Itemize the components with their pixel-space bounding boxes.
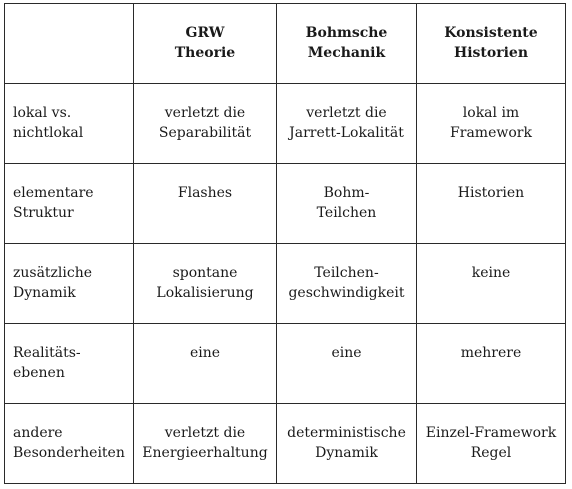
table-cell xyxy=(134,324,277,404)
cell-line: Separabilität xyxy=(158,125,252,141)
table-cell xyxy=(417,324,566,404)
row-label xyxy=(5,84,134,164)
cell-line: mehrere xyxy=(460,345,522,361)
header-line: Theorie xyxy=(174,45,236,61)
header-row xyxy=(5,4,566,84)
table-cell xyxy=(417,244,566,324)
table-row xyxy=(5,404,566,484)
cell-line: verletzt die xyxy=(306,105,387,121)
table-cell xyxy=(134,164,277,244)
table-cell xyxy=(277,244,417,324)
row-label-line: Struktur xyxy=(13,205,74,221)
row-label xyxy=(5,324,134,404)
cell-line: Teilchen xyxy=(316,205,377,221)
cell-line: eine xyxy=(331,345,362,361)
cell-line: spontane xyxy=(172,265,238,281)
table-cell xyxy=(134,84,277,164)
header-cell-grw xyxy=(134,4,277,84)
cell-line: lokal im xyxy=(462,105,520,121)
table-cell xyxy=(417,404,566,484)
table-row xyxy=(5,164,566,244)
row-label-line: lokal vs. xyxy=(13,105,72,121)
cell-line: Jarrett-Lokalität xyxy=(289,125,404,141)
table-cell xyxy=(417,164,566,244)
row-label-line: nichtlokal xyxy=(13,125,84,141)
cell-line: Lokalisierung xyxy=(156,285,254,301)
table-cell xyxy=(417,84,566,164)
table-cell xyxy=(277,324,417,404)
row-label-line: Dynamik xyxy=(13,285,76,301)
table-cell xyxy=(277,84,417,164)
row-label xyxy=(5,244,134,324)
header-line: Mechanik xyxy=(307,45,386,61)
table-cell xyxy=(277,164,417,244)
row-label xyxy=(5,404,134,484)
cell-line: verletzt die xyxy=(164,105,246,121)
table-row xyxy=(5,324,566,404)
table-cell xyxy=(134,244,277,324)
table-row xyxy=(5,84,566,164)
cell-line: eine xyxy=(189,345,221,361)
cell-line: Historien xyxy=(457,185,525,201)
cell-line: verletzt die xyxy=(164,425,246,441)
row-label-line: Realitäts- xyxy=(13,345,81,361)
table-row xyxy=(5,244,566,324)
row-label-line: Besonderheiten xyxy=(13,445,125,461)
header-cell-bohm xyxy=(277,4,417,84)
cell-line: Einzel-Framework xyxy=(425,425,557,441)
comparison-table xyxy=(4,3,566,484)
header-line: Bohmsche xyxy=(305,25,388,41)
row-label-line: ebenen xyxy=(13,365,65,381)
row-label-line: elementare xyxy=(13,185,94,201)
header-cell-empty xyxy=(5,4,134,84)
cell-line: Regel xyxy=(470,445,512,461)
table-cell xyxy=(134,404,277,484)
table-cell xyxy=(277,404,417,484)
cell-line: Bohm- xyxy=(323,185,370,201)
cell-line: Teilchen- xyxy=(314,265,379,281)
header-cell-histories xyxy=(417,4,566,84)
row-label-line: zusätzliche xyxy=(13,265,93,281)
header-line: Historien xyxy=(453,45,528,61)
header-line: Konsistente xyxy=(444,25,538,41)
header-line: GRW xyxy=(185,25,225,41)
cell-line: geschwindigkeit xyxy=(288,285,405,301)
cell-line: Dynamik xyxy=(315,445,378,461)
cell-line: keine xyxy=(471,265,511,281)
cell-line: Flashes xyxy=(177,185,233,201)
cell-line: deterministische xyxy=(287,425,406,441)
row-label-line: andere xyxy=(13,425,63,441)
row-label xyxy=(5,164,134,244)
cell-line: Energieerhaltung xyxy=(142,445,268,461)
cell-line: Framework xyxy=(450,125,532,141)
